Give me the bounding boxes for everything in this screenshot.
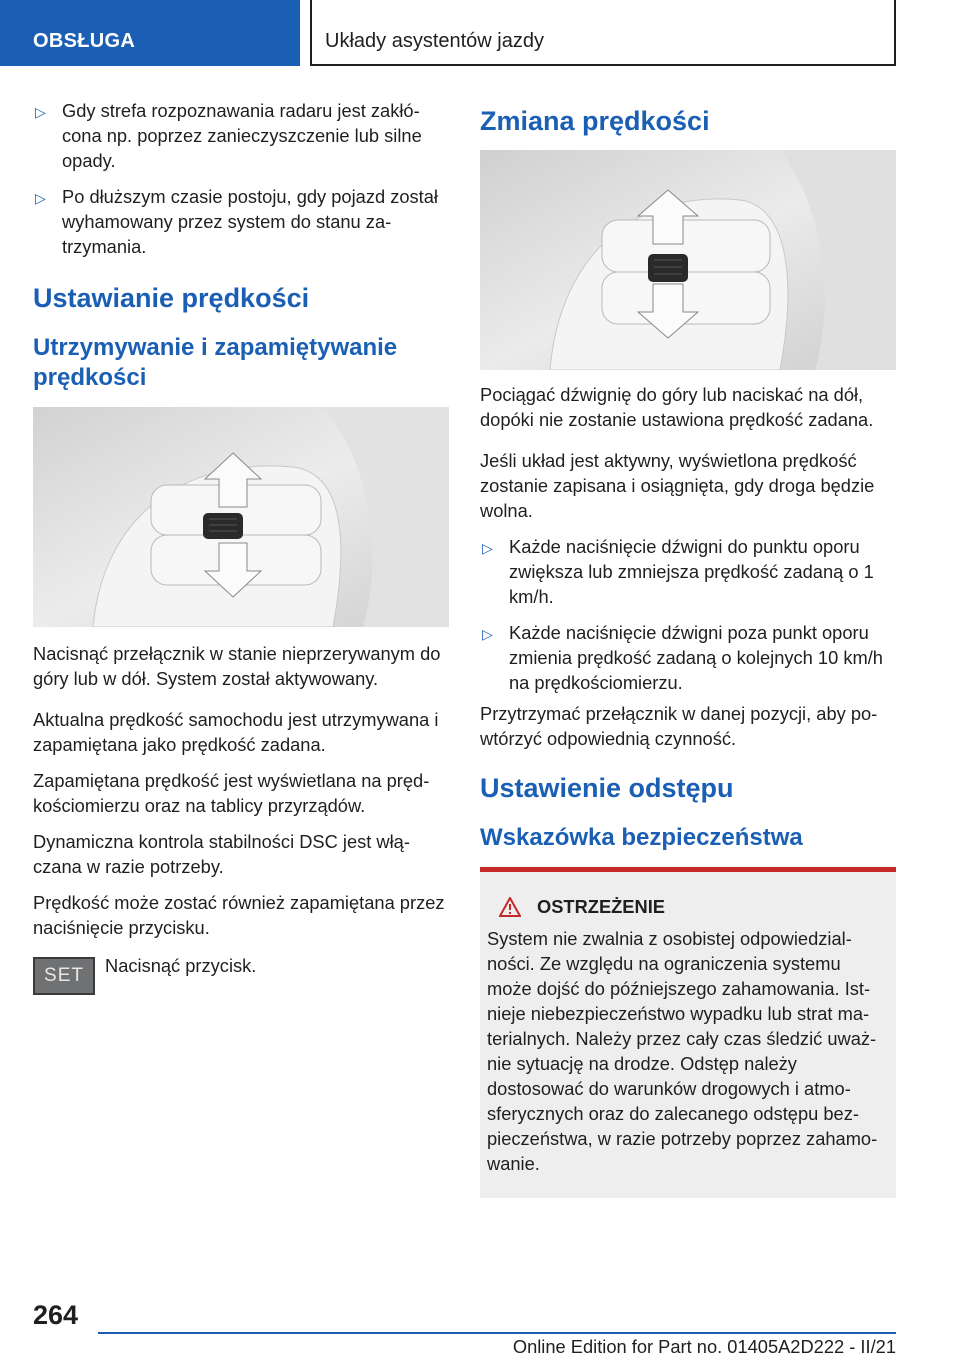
list-item: ▷ Każde naciśnięcie dźwigni poza punkt oporu zmienia prędkość zadaną o kolejnych 10 km/h na prędkościomierzu. [482,622,883,693]
paragraph: Dynamiczna kontrola stabilności DSC jest włączana w razie potrzeby. [33,831,410,877]
steering-wheel-control-image [33,407,449,627]
paragraph: Jeśli układ jest aktywny, wyświetlona prędkość zostanie zapisana i osiągnięta, gdy droga będzie wolna. [480,450,875,521]
steering-wheel-switch-icon [33,407,449,627]
warning-triangle-icon [499,897,521,917]
triangle-bullet-icon: ▷ [482,626,493,642]
paragraph: Nacisnąć przełącznik w stanie nieprzerywanym do góry lub w dół. System został aktywowany. [33,643,441,689]
warning-title: OSTRZEŻENIE [537,896,665,917]
paragraph: Przytrzymać przełącznik w danej pozycji, aby powtórzyć odpowiednią czynność. [480,703,878,749]
edition-text: Online Edition for Part no. 01405A2D222 - II/21 [512,1336,896,1357]
section-heading: Ustawienie odstępu [480,773,734,803]
list-item: ▷ Po dłuższym czasie postoju, gdy pojazd został wyhamowany przez system do stanu zatrzymania. [35,186,438,257]
section-heading: Ustawianie prędkości [33,283,310,313]
page-number: 264 [33,1300,79,1330]
triangle-bullet-icon: ▷ [35,104,46,120]
footer-line [98,1332,896,1334]
chapter-title: Układy asystentów jazdy [312,0,896,66]
left-column [33,98,449,995]
subsection-heading: Wskazówka bezpieczeństwa [480,824,803,851]
warning-text: System nie zwalnia z osobistej odpowiedzialności. Ze względu na ograniczenia systemu może dojść do późniejszego zahamowania. Istnieje niebezpieczeństwo wypadku lub strat materialnych. Należy przez cały czas śledzić uważnie sytuację na drodze. Odstęp należy dostosować do warunków drogowych i atmosferycznych oraz do zalecanego odstępu bezpieczeństwa, w razie potrzeby poprzez zahamowanie. [487,928,878,1174]
list-item: ▷ Każde naciśnięcie dźwigni do punktu oporu zwiększa lub zmniejsza prędkość zadaną o 1 km/h. [482,536,874,607]
set-button-icon: SET [33,957,95,995]
steering-wheel-lever-image [480,150,896,370]
triangle-bullet-icon: ▷ [482,540,493,556]
set-instruction: Nacisnąć przycisk. [105,955,257,976]
paragraph: Aktualna prędkość samochodu jest utrzymywana i zapamiętana jako prędkość zadana. [33,709,439,755]
triangle-bullet-icon: ▷ [35,190,46,206]
warning-header [487,896,888,918]
list-item: ▷ Gdy strefa rozpoznawania radaru jest zakłócona np. poprzez zanieczyszczenie lub silne opady. [35,100,422,171]
paragraph: Zapamiętana prędkość jest wyświetlana na prędkościomierzu oraz na tablicy przyrządów. [33,770,430,816]
paragraph: Prędkość może zostać również zapamiętana przez naciśnięcie przycisku. [33,892,445,938]
section-tab: OBSŁUGA [0,0,300,66]
steering-wheel-lever-icon [480,150,896,370]
section-heading: Zmiana prędkości [480,106,710,136]
warning-box [480,867,896,1198]
paragraph: Pociągać dźwignię do góry lub naciskać na dół, dopóki nie zostanie ustawiona prędkość zadana. [480,384,874,430]
subsection-heading: Utrzymywanie i zapamiętywanie prędkości [33,334,398,391]
right-column [480,104,896,1198]
